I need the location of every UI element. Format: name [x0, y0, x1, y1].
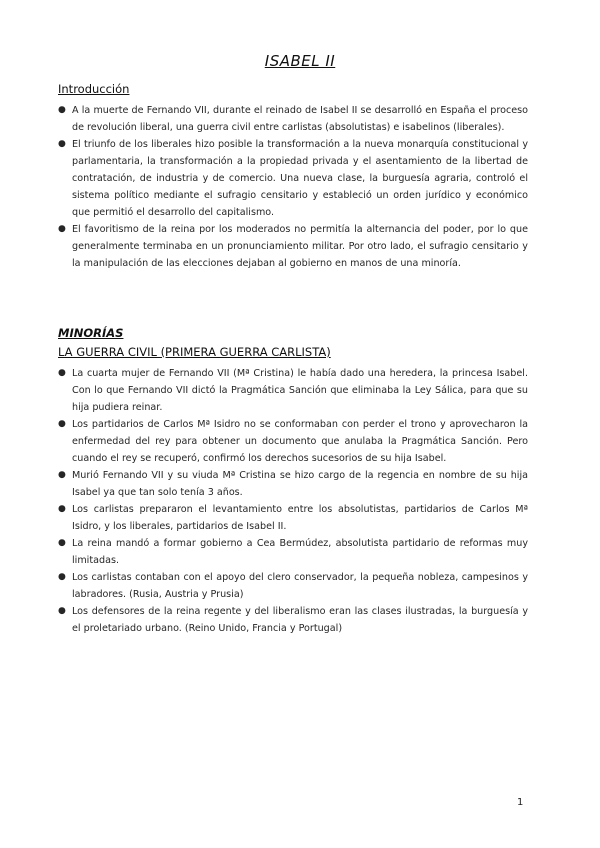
list-item: ● El favoritismo de la reina por los moderados no permitía la alternancia del poder, por lo que generalmente terminaba en un pronunciamiento militar. Por otro lado, el sufragio censitario y la manipulación de las elecciones dejaban al gobierno en manos de una minoría.: [58, 221, 528, 272]
bullet-icon: ●: [58, 139, 66, 149]
bullet-icon: ●: [58, 572, 66, 582]
bullet-icon: ●: [58, 368, 66, 378]
bullet-icon: ●: [58, 504, 66, 514]
intro-list: [58, 102, 528, 272]
guerra-civil-heading: LA GUERRA CIVIL (PRIMERA GUERRA CARLISTA): [58, 345, 331, 359]
intro-section: [58, 82, 528, 272]
bullet-icon: ●: [58, 224, 66, 234]
bullet-icon: ●: [58, 105, 66, 115]
bullet-icon: ●: [58, 470, 66, 480]
list-item: ● Murió Fernando VII y su viuda Mª Cristina se hizo cargo de la regencia en nombre de su hija Isabel ya que tan solo tenía 3 años.: [58, 467, 528, 501]
list-item: ● A la muerte de Fernando VII, durante el reinado de Isabel II se desarrolló en España el proceso de revolución liberal, una guerra civil entre carlistas (absolutistas) e isabelinos (liberales).: [58, 102, 528, 136]
list-item: ● La cuarta mujer de Fernando VII (Mª Cristina) le había dado una heredera, la princesa Isabel. Con lo que Fernando VII dictó la Pragmática Sanción que eliminaba la Ley Sálica, para que su hija pudiera reinar.: [58, 365, 528, 416]
page-number: 1: [517, 797, 524, 808]
bullet-icon: ●: [58, 419, 66, 429]
minorias-heading: MINORÍAS: [58, 326, 124, 340]
list-item: ● Los defensores de la reina regente y del liberalismo eran las clases ilustradas, la burguesía y el proletariado urbano. (Reino Unido, Francia y Portugal): [58, 603, 528, 637]
minorias-list: [58, 365, 528, 637]
list-item: ● La reina mandó a formar gobierno a Cea Bermúdez, absolutista partidario de reformas muy limitadas.: [58, 535, 528, 569]
bullet-icon: ●: [58, 606, 66, 616]
page-title: ISABEL II: [264, 52, 336, 70]
minorias-section: [58, 326, 528, 637]
list-item: ● El triunfo de los liberales hizo posible la transformación a la nueva monarquía constitucional y parlamentaria, la transformación a la propiedad privada y el asentamiento de la libertad de contratación, de industria y de comercio. Una nueva clase, la burguesía agraria, controló el sistema político mediante el sufragio censitario y estableció un orden jurídico y económico que permitió el desarrollo del capitalismo.: [58, 136, 528, 221]
list-item: ● Los partidarios de Carlos Mª Isidro no se conformaban con perder el trono y aprovecharon la enfermedad del rey para obtener un documento que anulaba la Pragmática Sanción. Pero cuando el rey se recuperó, confirmó los derechos sucesorios de su hija Isabel.: [58, 416, 528, 467]
list-item: ● Los carlistas prepararon el levantamiento entre los absolutistas, partidarios de Carlos Mª Isidro, y los liberales, partidarios de Isabel II.: [58, 501, 528, 535]
intro-heading: Introducción: [58, 82, 130, 96]
list-item: ● Los carlistas contaban con el apoyo del clero conservador, la pequeña nobleza, campesinos y labradores. (Rusia, Austria y Prusia): [58, 569, 528, 603]
bullet-icon: ●: [58, 538, 66, 548]
